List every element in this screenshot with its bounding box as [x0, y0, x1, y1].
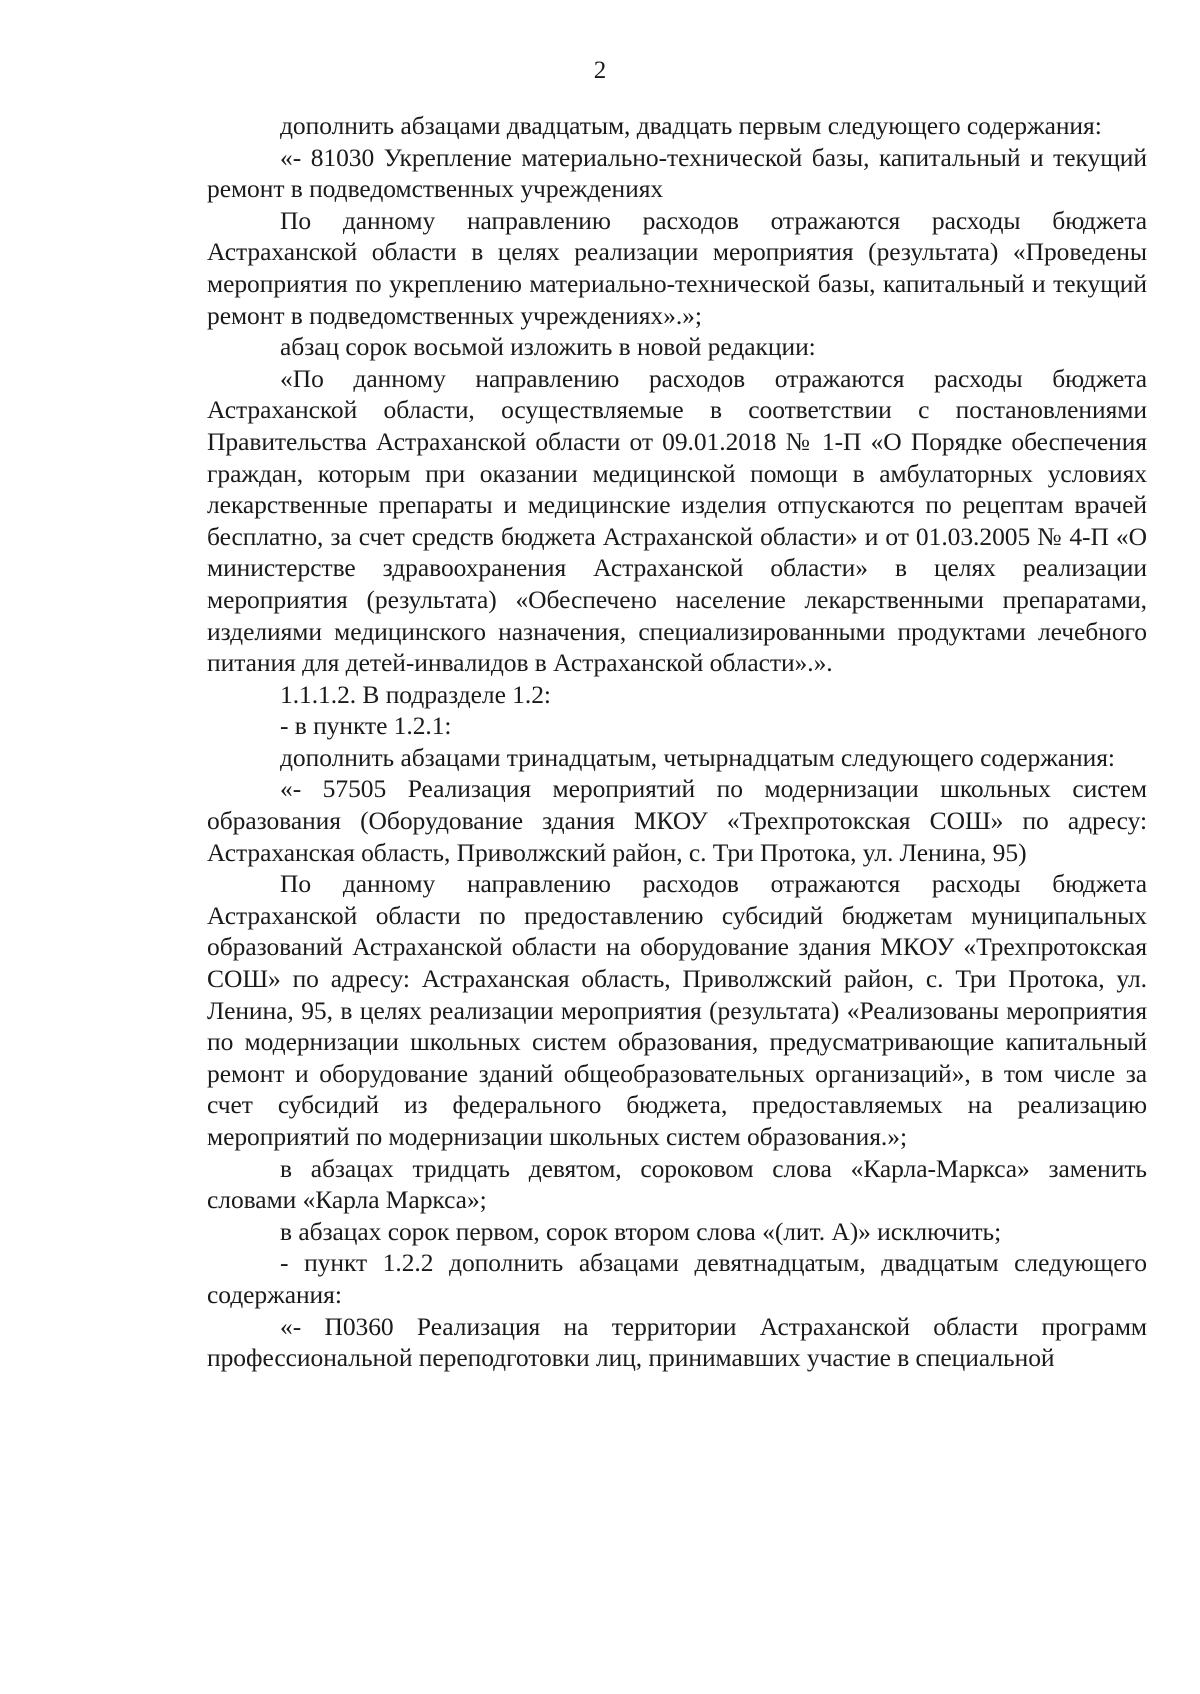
paragraph: 1.1.1.2. В подразделе 1.2:: [280, 679, 551, 709]
paragraph: По данному направлению расходов отражаются расходы бюджета Астраханской области по предоставлению субсидий бюджетам муниципальных образований Астраханской области на оборудование здания МКОУ «Трехпротокская СОШ» по адресу: Астраханская область, Приволжский район, с. Три Протока, ул. Ленина, 95, в целях реализации мероприятия (результата) «Реализованы мероприятия по модернизации школьных систем образования, предусматривающие капитальный ремонт и оборудование зданий общеобразовательных организаций», в том числе за счет субсидий из федерального бюджета, предоставляемых на реализацию мероприятий по модернизации школьных систем образования.»;: [207, 869, 1147, 1151]
paragraph: «- 57505 Реализация мероприятий по модернизации школьных систем образования (Оборудование здания МКОУ «Трехпротокская СОШ» по адресу: Астраханская область, Приволжский район, с. Три Протока, ул. Ленина, 95): [207, 774, 1147, 867]
paragraph: «- П0360 Реализация на территории Астраханской области программ профессиональной переподготовки лиц, принимавших участие в специальной: [207, 1311, 1147, 1373]
document-body: [207, 110, 1147, 1374]
paragraph: в абзацах тридцать девятом, сороковом слова «Карла-Маркса» заменить словами «Карла Маркса»;: [207, 1153, 1147, 1215]
paragraph: «- 81030 Укрепление материально-технической базы, капитальный и текущий ремонт в подведомственных учреждениях: [207, 142, 1147, 204]
paragraph: абзац сорок восьмой изложить в новой редакции:: [280, 332, 816, 362]
paragraph: в абзацах сорок первом, сорок втором слова «(лит. А)» исключить;: [280, 1216, 1002, 1246]
paragraph: «По данному направлению расходов отражаются расходы бюджета Астраханской области, осуществляемые в соответствии с постановлениями Правительства Астраханской области от 09.01.2018 № 1-П «О Порядке обеспечения граждан, которым при оказании медицинской помощи в амбулаторных условиях лекарственные препараты и медицинские изделия отпускаются по рецептам врачей бесплатно, за счет средств бюджета Астраханской области» и от 01.03.2005 № 4-П «О министерстве здравоохранения Астраханской области» в целях реализации мероприятия (результата) «Обеспечено население лекарственными препаратами, изделиями медицинского назначения, специализированными продуктами лечебного питания для детей-инвалидов в Астраханской области».».: [207, 363, 1147, 678]
page-number: 2: [593, 57, 607, 84]
paragraph: дополнить абзацами двадцатым, двадцать первым следующего содержания:: [280, 111, 1102, 140]
paragraph: - в пункте 1.2.1:: [280, 711, 452, 741]
paragraph: дополнить абзацами тринадцатым, четырнадцатым следующего содержания:: [280, 742, 1115, 772]
paragraph: По данному направлению расходов отражаются расходы бюджета Астраханской области в целях реализации мероприятия (результата) «Проведены мероприятия по укреплению материально-технической базы, капитальный и текущий ремонт в подведомственных учреждениях».»;: [207, 205, 1147, 330]
paragraph: - пункт 1.2.2 дополнить абзацами девятнадцатым, двадцатым следующего содержания:: [207, 1248, 1147, 1309]
